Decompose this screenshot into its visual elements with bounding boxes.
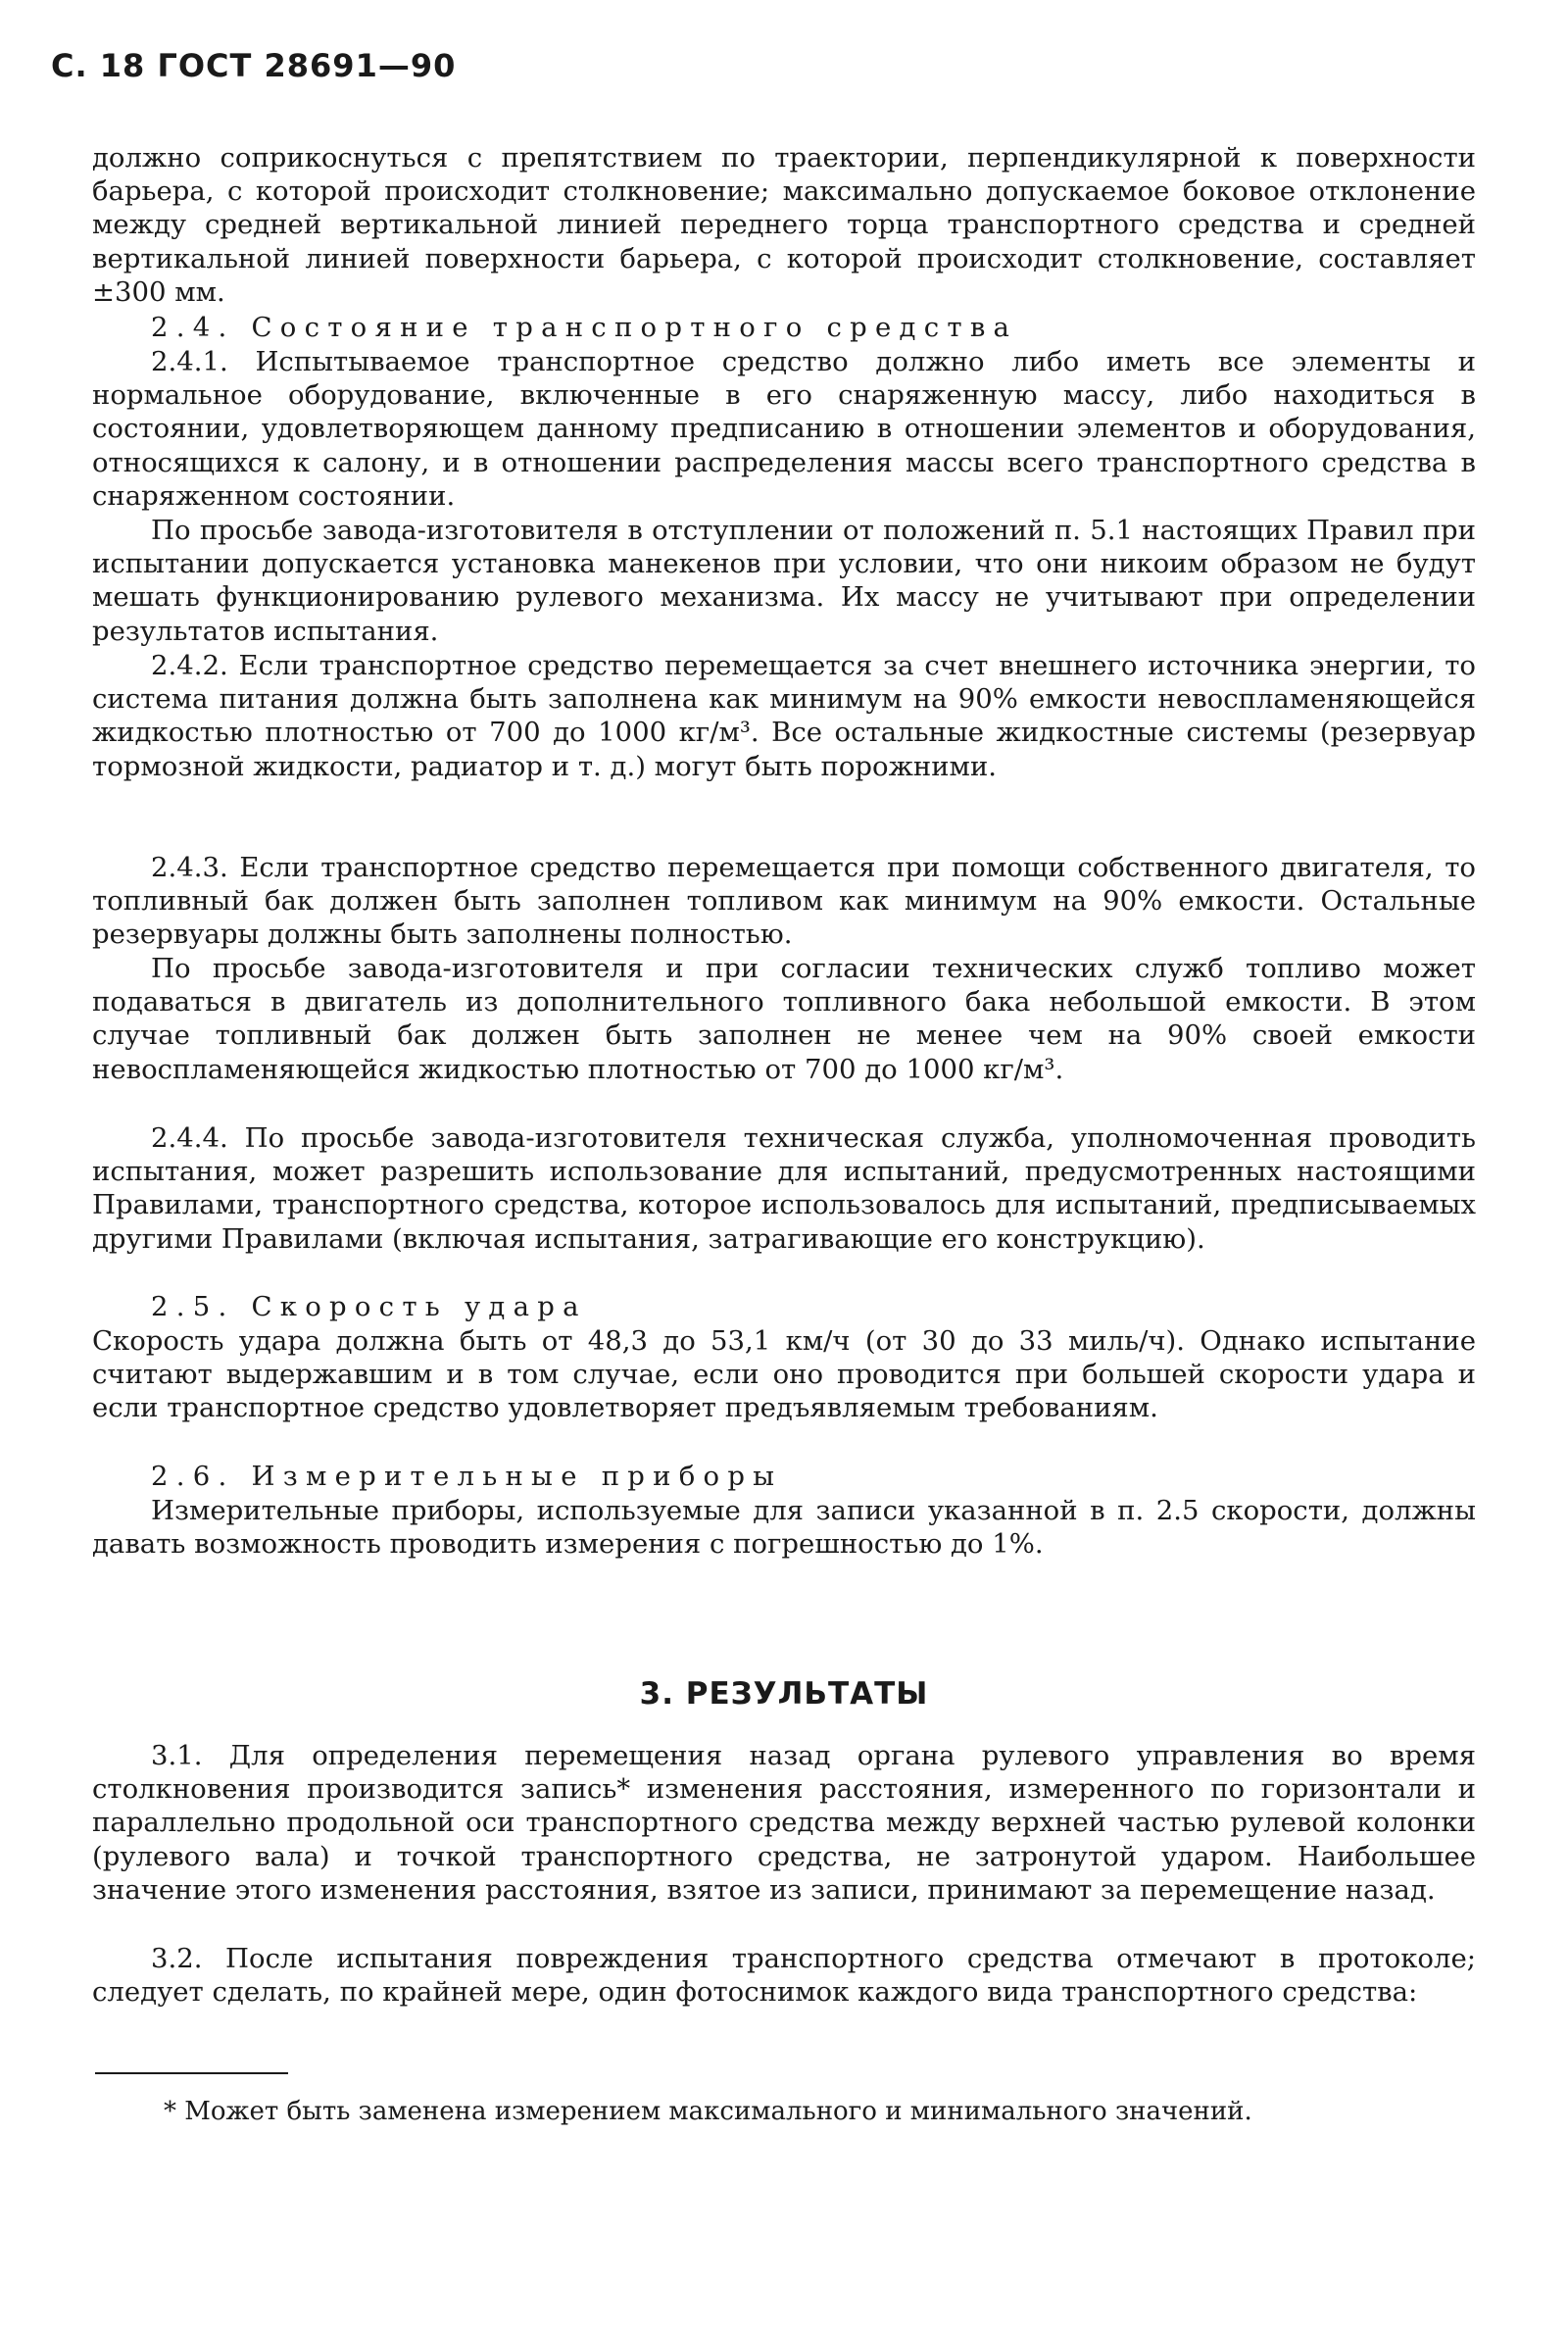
paragraph-2-4-2: 2.4.2. Если транспортное средство перемещается за счет внешнего источника энергии, то система питания должна быть заполнена как минимум на 90% емкости невоспламеняющейся жидкостью плотностью от 700 до 1000 кг/м³. Все остальные жидкостные системы (резервуар тормозной жидкости, радиатор и т. д.) могут быть порожними. (92, 650, 1476, 782)
paragraph-mannequins: По просьбе завода-изготовителя в отступлении от положений п. 5.1 настоящих Правил при испытании допускается установка манекенов при условии, что они никоим образом не будут мешать функционированию рулевого механизма. Их массу не учитывают при определении результатов испытания. (92, 515, 1476, 647)
subsection-title-text: 2.5. Скорость удара (151, 1291, 587, 1322)
section-heading-results: 3. РЕЗУЛЬТАТЫ (639, 1676, 929, 1712)
paragraph-3-1: 3.1. Для определения перемещения назад органа рулевого управления во время столкновения производится запись* изменения расстояния, измеренного по горизонтали и параллельно продольной оси транспортного средства между верхней частью рулевой колонки (рулевого вала) и точкой транспортного средства, не затронутой ударом. Наибольшее значение этого изменения расстояния, взятое из записи, принимают за перемещение назад. (92, 1740, 1476, 1906)
paragraph-continuation: должно соприкоснуться с препятствием по траектории, перпендикулярной к поверхности барьера, с которой происходит столкновение; максимально допускаемое боковое отклонение между средней вертикальной линией переднего торца транспортного средства и средней вертикальной линией поверхности барьера, с которой происходит столкновение, составляет ±300 мм. (92, 142, 1476, 308)
paragraph-2-4-4: 2.4.4. По просьбе завода-изготовителя техническая служба, уполномоченная проводить испытания, может разрешить использование для испытаний, предусмотренных настоящими Правилами, транспортного средства, которое использовалось для испытаний, предписываемых другими Правилами (включая испытания, затрагивающие его конструкцию). (92, 1122, 1476, 1255)
subsection-title-2-4 (92, 311, 1476, 344)
paragraph-fuel-tank: По просьбе завода-изготовителя и при согласии технических служб топливо может подаваться в двигатель из дополнительного топливного бака небольшой емкости. В этом случае топливный бак должен быть заполнен не менее чем на 90% своей емкости невоспламеняющейся жидкостью плотностью от 700 до 1000 кг/м³. (92, 953, 1476, 1085)
paragraph-2-4-3: 2.4.3. Если транспортное средство перемещается при помощи собственного двигателя, то топливный бак должен быть заполнен топливом как минимум на 90% емкости. Остальные резервуары должны быть заполнены полностью. (92, 852, 1476, 951)
paragraph-2-4-1: 2.4.1. Испытываемое транспортное средство должно либо иметь все элементы и нормальное оборудование, включенные в его снаряженную массу, либо находиться в состоянии, удовлетворяющем данному предписанию в отношении элементов и оборудования, относящихся к салону, и в отношении распределения массы всего транспортного средства в снаряженном состоянии. (92, 346, 1476, 512)
paragraph-instruments: Измерительные приборы, используемые для записи указанной в п. 2.5 скорости, должны давать возможность проводить измерения с погрешностью до 1%. (92, 1495, 1476, 1561)
subsection-title-2-5 (92, 1290, 1476, 1323)
subsection-title-text: 2.6. Измерительные приборы (151, 1461, 783, 1492)
paragraph-impact-speed: Скорость удара должна быть от 48,3 до 53,1 км/ч (от 30 до 33 миль/ч). Однако испытание считают выдержавшим и в том случае, если оно проводится при большей скорости удара и если транспортное средство удовлетворяет предъявляемым требованиям. (92, 1325, 1476, 1424)
footnote: * Может быть заменена измерением максимального и минимального значений. (164, 2097, 1252, 2126)
subsection-title-text: 2.4. Состояние транспортного средства (151, 312, 1018, 343)
footnote-divider (95, 2072, 288, 2074)
page-header: С. 18 ГОСТ 28691—90 (51, 47, 457, 84)
paragraph-3-2: 3.2. После испытания повреждения транспортного средства отмечают в протоколе; следует сделать, по крайней мере, один фотоснимок каждого вида транспортного средства: (92, 1943, 1476, 2009)
subsection-title-2-6 (92, 1460, 1476, 1493)
